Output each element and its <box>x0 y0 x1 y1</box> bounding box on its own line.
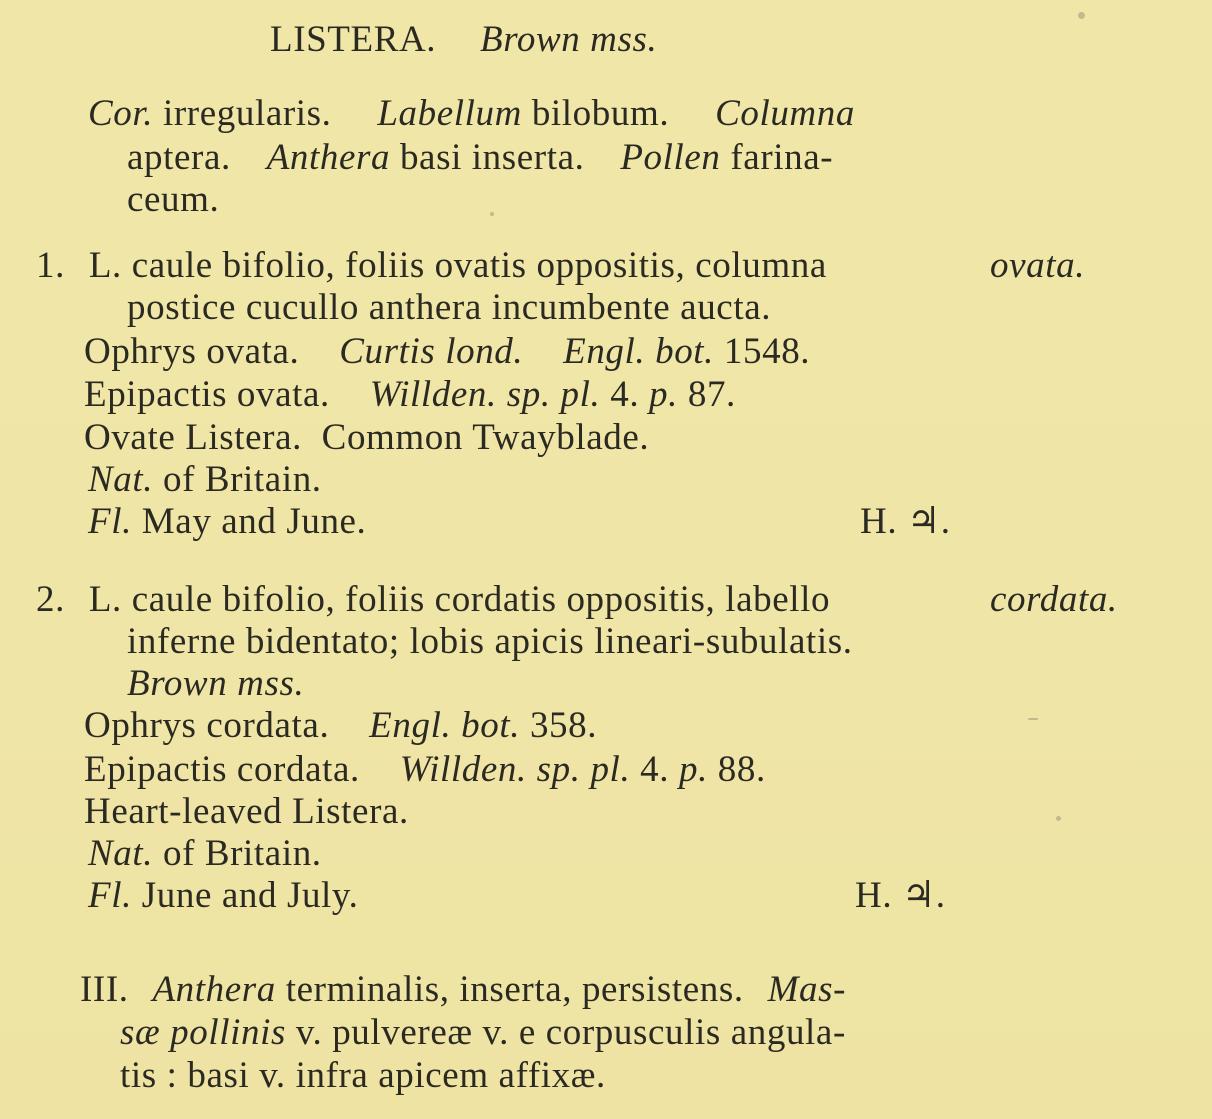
synonym-ref: Engl. bot. <box>563 331 715 372</box>
species-1-common-names: Ovate Listera. Common Twayblade. <box>84 417 650 458</box>
species-2-habit: H. ♃. <box>855 875 946 916</box>
species-1-synonym-1 <box>84 332 810 372</box>
char-term: Anthera <box>266 137 391 178</box>
section-numeral: III. <box>80 969 129 1010</box>
character-line-1 <box>88 94 855 134</box>
char-text: v. pulvereæ v. e corpusculis angula- <box>295 1012 846 1053</box>
char-text: aptera. <box>127 137 231 178</box>
genus-name: LISTERA. <box>270 19 437 60</box>
native-text: of Britain. <box>162 833 322 874</box>
character-line-2 <box>127 138 833 178</box>
species-2-synonym-2 <box>84 750 766 790</box>
synonym-page: 88. <box>717 749 766 790</box>
char-term: Mas- <box>767 969 847 1010</box>
genus-authority: Brown mss. <box>480 19 658 60</box>
species-1-flowering <box>88 502 366 542</box>
character-line-3: ceum. <box>127 179 220 220</box>
genus-heading <box>270 20 657 60</box>
species-number: 1. <box>36 245 65 286</box>
synonym-number: 1548. <box>723 331 811 372</box>
species-2-flowering <box>88 876 358 916</box>
synonym-name: Ophrys ovata. <box>84 331 300 372</box>
synonym-number: 4. <box>640 749 670 790</box>
paper-speck <box>490 212 494 216</box>
synonym-ref: Willden. sp. pl. <box>369 374 601 415</box>
species-1-native <box>88 460 322 500</box>
section-3-line-2 <box>120 1013 846 1053</box>
native-label: Nat. <box>88 459 154 500</box>
species-1-synonym-2 <box>84 375 736 415</box>
char-text: irregularis. <box>163 93 332 134</box>
species-1-habit: H. ♃. <box>860 501 951 542</box>
diagnosis-text: L. caule bifolio, foliis cordatis oppositis, labello <box>88 579 831 620</box>
section-3-line-3: tis : basi v. infra apicem affixæ. <box>120 1055 606 1096</box>
species-2-common-name: Heart-leaved Listera. <box>84 791 409 832</box>
paper-speck <box>1056 816 1061 821</box>
synonym-number: 4. <box>610 374 640 415</box>
synonym-name: Epipactis cordata. <box>84 749 360 790</box>
char-term: Anthera <box>152 969 276 1010</box>
species-number: 2. <box>36 579 65 620</box>
species-1-diagnosis-cont: postice cucullo anthera incumbente aucta. <box>127 287 772 328</box>
char-text: basi inserta. <box>399 137 585 178</box>
flowering-label: Fl. <box>88 501 132 542</box>
synonym-number: 358. <box>529 705 598 746</box>
char-term: Cor. <box>88 93 154 134</box>
page-abbr: p. <box>649 374 678 415</box>
page-abbr: p. <box>678 749 708 790</box>
synonym-page: 87. <box>687 374 736 415</box>
species-2-diagnosis <box>36 580 830 620</box>
char-term: Labellum <box>377 93 522 134</box>
diagnosis-text: L. caule bifolio, foliis ovatis oppositis, columna <box>88 245 827 286</box>
paper-speck <box>1078 12 1085 19</box>
char-term: Pollen <box>620 137 721 178</box>
synonym-name: Epipactis ovata. <box>84 374 330 415</box>
species-2-synonym-1 <box>84 706 597 746</box>
flowering-text: May and June. <box>141 501 367 542</box>
synonym-ref: Engl. bot. <box>369 705 521 746</box>
section-3-line-1 <box>80 970 846 1010</box>
flowering-label: Fl. <box>88 875 132 916</box>
char-text: terminalis, inserta, persistens. <box>285 969 744 1010</box>
flowering-text: June and July. <box>141 875 359 916</box>
native-text: of Britain. <box>162 459 322 500</box>
species-2-native <box>88 834 322 874</box>
char-text: bilobum. <box>531 93 670 134</box>
synonym-ref: Willden. sp. pl. <box>399 749 631 790</box>
species-2-name: cordata. <box>990 579 1118 620</box>
species-1-diagnosis <box>36 246 827 286</box>
paper-speck <box>1028 718 1038 720</box>
synonym-name: Ophrys cordata. <box>84 705 330 746</box>
species-1-name: ovata. <box>990 245 1086 286</box>
native-label: Nat. <box>88 833 154 874</box>
species-2-diagnosis-cont: inferne bidentato; lobis apicis lineari-subulatis. <box>127 621 853 662</box>
char-term: Columna <box>715 93 855 134</box>
char-term: sæ pollinis <box>120 1012 286 1053</box>
synonym-ref: Curtis lond. <box>339 331 524 372</box>
char-text: farina- <box>730 137 834 178</box>
species-2-authority: Brown mss. <box>127 663 305 704</box>
